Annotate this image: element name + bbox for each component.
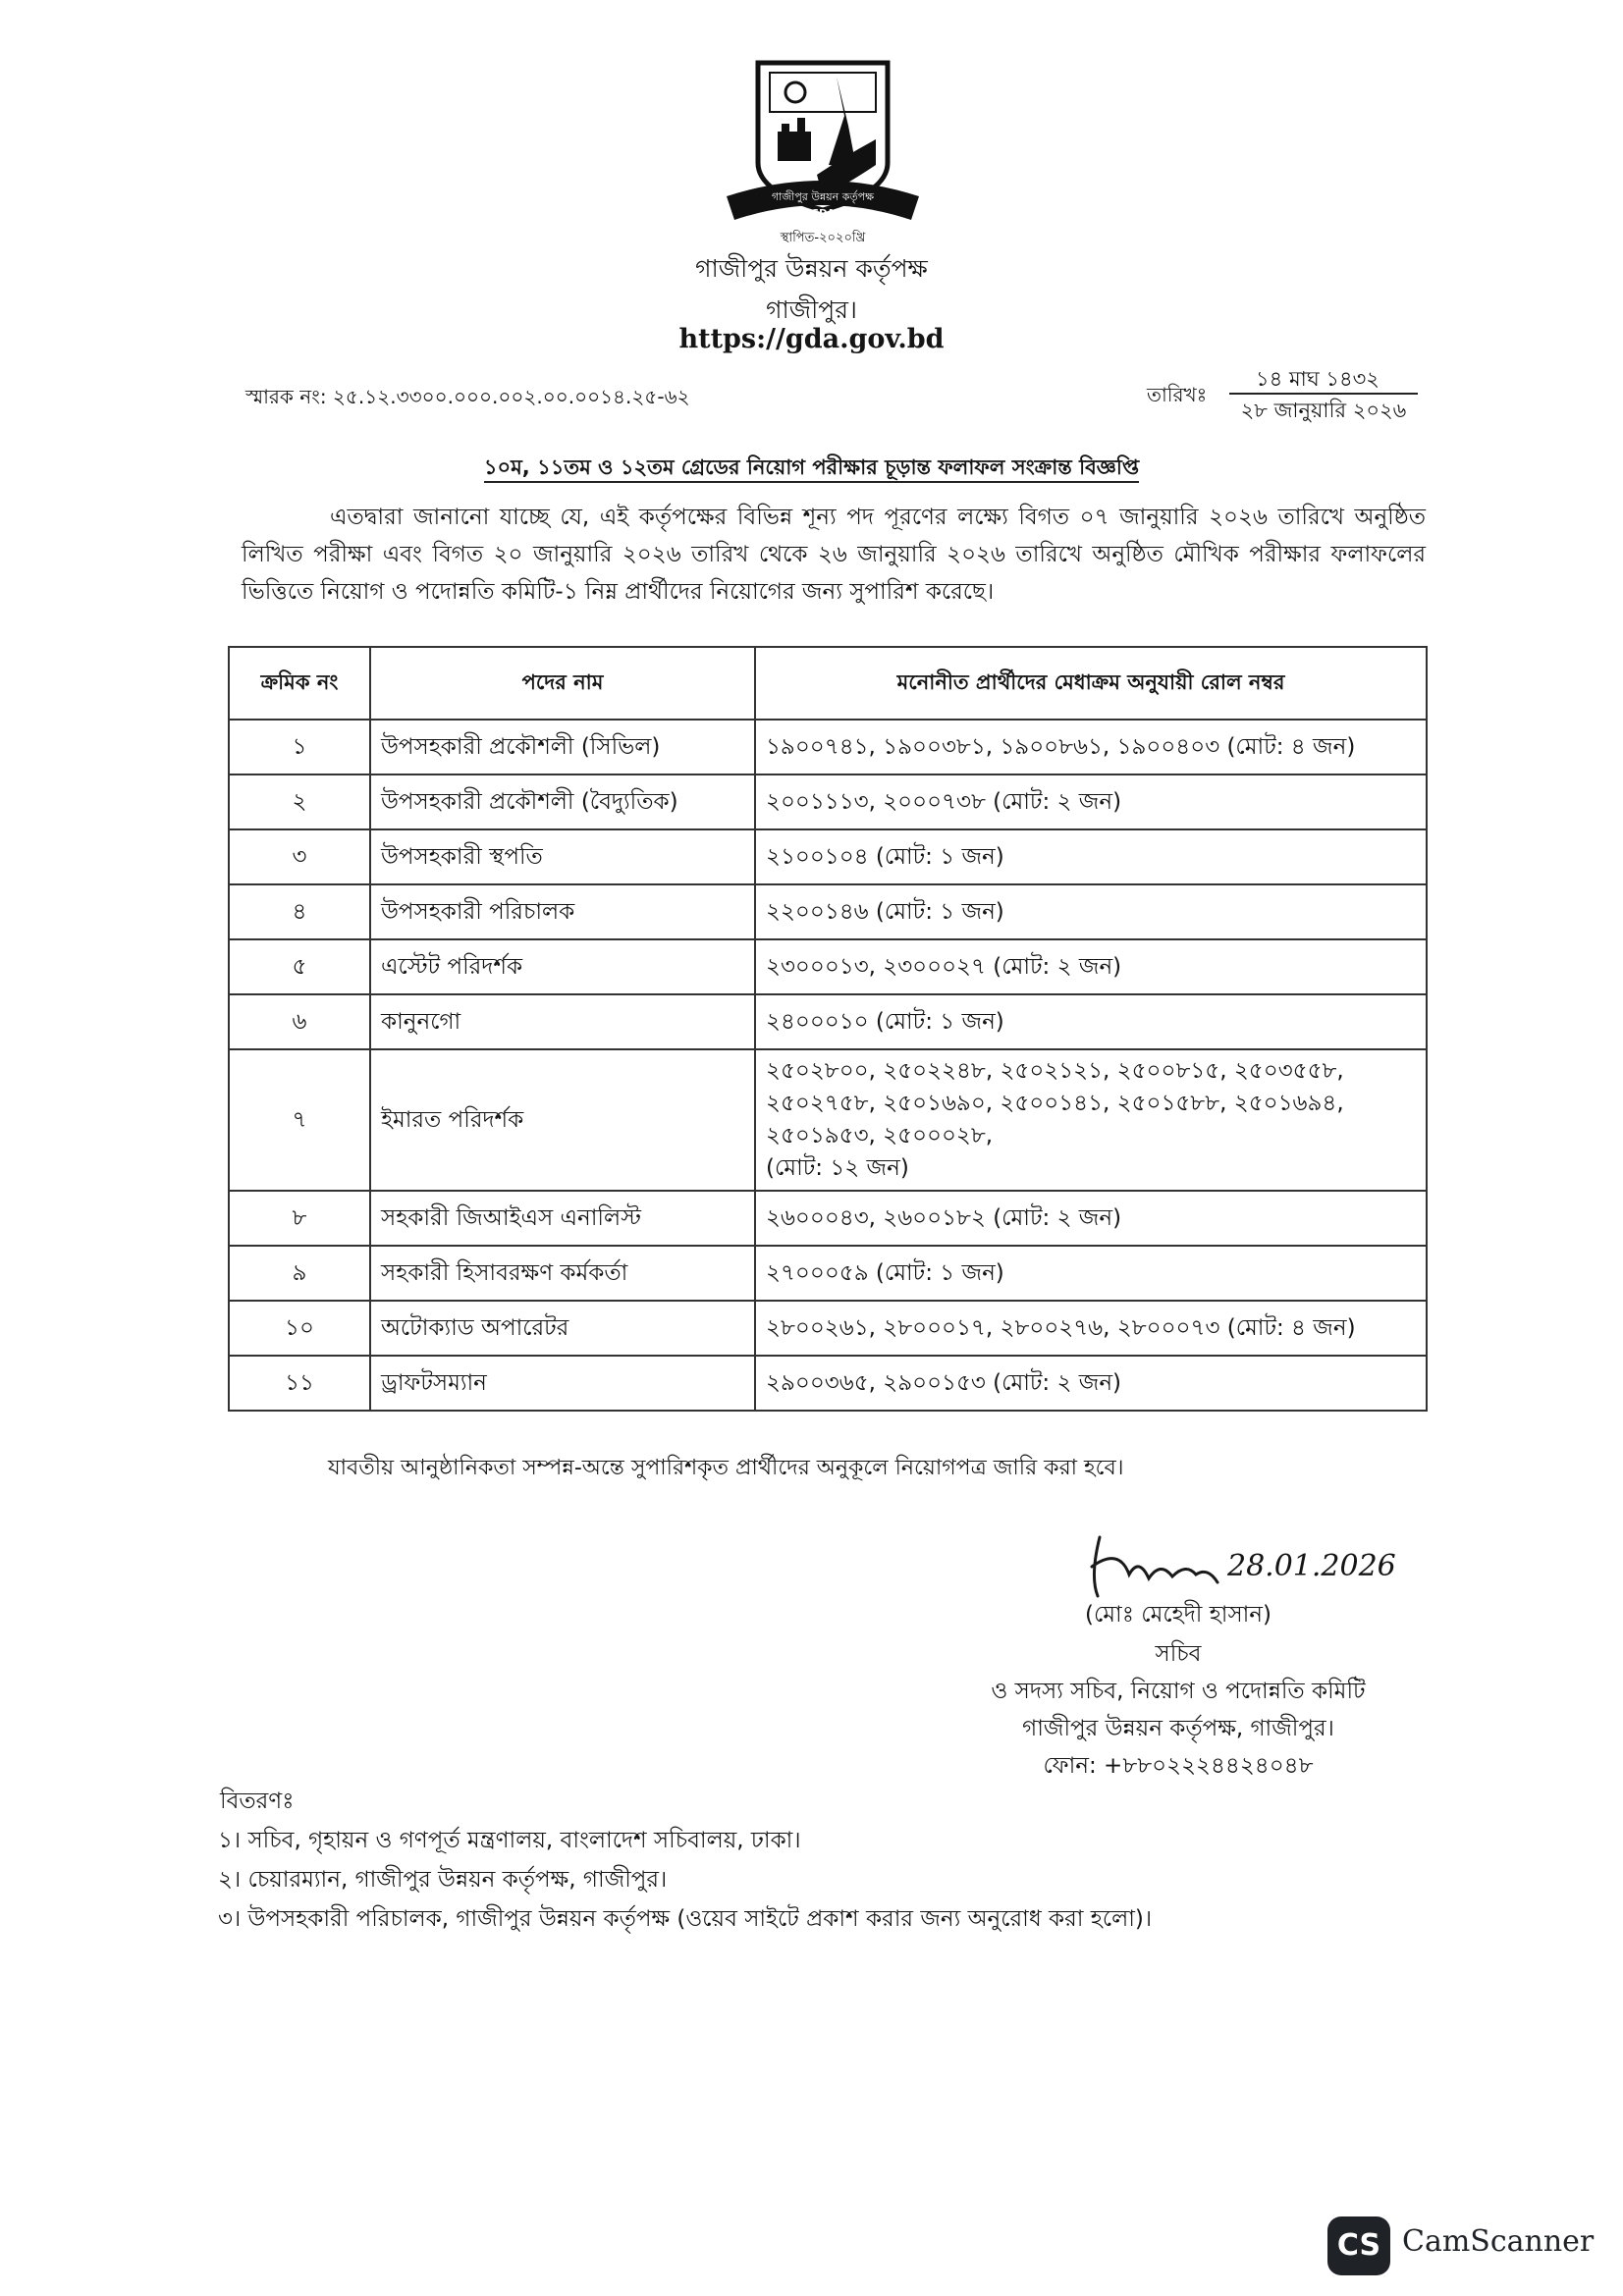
signature-date: 28.01.2026 — [1227, 1549, 1396, 1583]
roll-line: ২৫০১৯৫৩, ২৫০০০২৮, — [766, 1123, 994, 1148]
date-bangla: ১৪ মাঘ ১৪৩২ — [1256, 367, 1380, 391]
closing-statement: যাবতীয় আনুষ্ঠানিকতা সম্পন্ন-অন্তে সুপারিশকৃত প্রার্থীদের অনুকূলে নিয়োগপত্র জারি করা হবে। — [328, 1456, 1124, 1480]
signatory-phone: ফোন: +৮৮০২২২৪৪২৪০৪৮ — [1043, 1753, 1314, 1779]
row-rolls — [755, 1049, 1427, 1191]
svg-text:স্থাপিত-২০২০খ্রি: স্থাপিত-২০২০খ্রি — [780, 231, 866, 245]
row-serial: ৮ — [229, 1191, 370, 1246]
table-row — [229, 939, 1427, 994]
row-post: ড্রাফটসম্যান — [370, 1356, 755, 1411]
row-post: উপসহকারী পরিচালক — [370, 884, 755, 939]
row-rolls: ২০০১১১৩, ২০০০৭৩৮ (মোট: ২ জন) — [755, 774, 1427, 829]
row-serial: ৭ — [229, 1049, 370, 1191]
row-serial: ৩ — [229, 829, 370, 884]
table-row — [229, 1191, 1427, 1246]
table-row — [229, 774, 1427, 829]
row-rolls: ২৬০০০৪৩, ২৬০০১৮২ (মোট: ২ জন) — [755, 1191, 1427, 1246]
camscanner-watermark: CamScanner — [1402, 2224, 1595, 2259]
distribution-item: ২। চেয়ারম্যান, গাজীপুর উন্নয়ন কর্তৃপক্ষ, গাজীপুর। — [218, 1867, 668, 1893]
row-rolls: ২২০০১৪৬ (মোট: ১ জন) — [755, 884, 1427, 939]
signatory-name: (মোঃ মেহেদী হাসান) — [1084, 1602, 1272, 1628]
row-serial: ১০ — [229, 1301, 370, 1356]
header-rolls: মনোনীত প্রার্থীদের মেধাক্রম অনুযায়ী রোল নম্বর — [755, 647, 1427, 720]
table-row — [229, 884, 1427, 939]
distribution-item: ১। সচিব, গৃহায়ন ও গণপূর্ত মন্ত্রণালয়, বাংলাদেশ সচিবালয়, ঢাকা। — [218, 1828, 801, 1853]
row-rolls: ২৩০০০১৩, ২৩০০০২৭ (মোট: ২ জন) — [755, 939, 1427, 994]
row-post: এস্টেট পরিদর্শক — [370, 939, 755, 994]
header-serial: ক্রমিক নং — [229, 647, 370, 720]
intro-paragraph: এতদ্বারা জানানো যাচ্ছে যে, এই কর্তৃপক্ষের বিভিন্ন শূন্য পদ পূরণের লক্ষ্যে বিগত ০৭ জানুয়ারি ২০২৬ তারিখে অনুষ্ঠিত লিখিত পরীক্ষা এবং বিগত ২০ জানুয়ারি ২০২৬ তারিখ থেকে ২৬ জানুয়ারি ২০২৬ তারিখে অনুষ্ঠিত মৌখিক পরীক্ষার ফলাফলের ভিত্তিতে নিয়োগ ও পদোন্নতি কমিটি-১ নিম্ন প্রার্থীদের নিয়োগের জন্য সুপারিশ করেছে। — [242, 505, 1426, 605]
table-row — [229, 829, 1427, 884]
notice-title: ১০ম, ১১তম ও ১২তম গ্রেডের নিয়োগ পরীক্ষার চূড়ান্ত ফলাফল সংক্রান্ত বিজ্ঞপ্তি — [0, 452, 1623, 486]
row-post: উপসহকারী প্রকৌশলী (বৈদ্যুতিক) — [370, 774, 755, 829]
row-rolls: ২৪০০০১০ (মোট: ১ জন) — [755, 994, 1427, 1049]
row-rolls: ১৯০০৭৪১, ১৯০০৩৮১, ১৯০০৮৬১, ১৯০০৪০৩ (মোট: ৪ জন) — [755, 720, 1427, 774]
camscanner-badge-icon: CS — [1327, 2216, 1390, 2275]
memo-number: স্মারক নং: ২৫.১২.৩৩০০.০০০.০০২.০০.০০১৪.২৫-৬২ — [245, 385, 690, 408]
row-serial: ৪ — [229, 884, 370, 939]
table-row — [229, 720, 1427, 774]
row-post: সহকারী হিসাবরক্ষণ কর্মকর্তা — [370, 1246, 755, 1301]
row-rolls: ২৮০০২৬১, ২৮০০০১৭, ২৮০০২৭৬, ২৮০০০৭৩ (মোট: ৪ জন) — [755, 1301, 1427, 1356]
row-post: অটোক্যাড অপারেটর — [370, 1301, 755, 1356]
row-post: কানুনগো — [370, 994, 755, 1049]
row-post: উপসহকারী স্থপতি — [370, 829, 755, 884]
gda-logo — [719, 57, 927, 251]
roll-line: ২৫০২৭৫৮, ২৫০১৬৯০, ২৫০০১৪১, ২৫০১৫৮৮, ২৫০১৬৯৪, — [766, 1091, 1344, 1116]
signatory-role: ও সদস্য সচিব, নিয়োগ ও পদোন্নতি কমিটি — [991, 1679, 1366, 1704]
website-link[interactable]: https://gda.gov.bd — [678, 324, 945, 354]
row-serial: ২ — [229, 774, 370, 829]
row-post: উপসহকারী প্রকৌশলী (সিভিল) — [370, 720, 755, 774]
row-serial: ১ — [229, 720, 370, 774]
row-rolls: ২১০০১০৪ (মোট: ১ জন) — [755, 829, 1427, 884]
table-row — [229, 994, 1427, 1049]
row-serial: ৯ — [229, 1246, 370, 1301]
row-rolls: ২৯০০৩৬৫, ২৯০০১৫৩ (মোট: ২ জন) — [755, 1356, 1427, 1411]
organization-name: গাজীপুর উন্নয়ন কর্তৃপক্ষ — [695, 254, 928, 283]
table-header-row — [229, 647, 1427, 720]
svg-text:GDA: GDA — [810, 208, 836, 219]
svg-text:গাজীপুর উন্নয়ন কর্তৃপক্ষ: গাজীপুর উন্নয়ন কর্তৃপক্ষ — [771, 190, 875, 203]
table-row — [229, 1356, 1427, 1411]
row-serial: ৬ — [229, 994, 370, 1049]
organization-city: গাজীপুর। — [766, 295, 857, 324]
date-gregorian: ২৮ জানুয়ারি ২০২৬ — [1240, 399, 1407, 422]
header-post: পদের নাম — [370, 647, 755, 720]
row-rolls: ২৭০০০৫৯ (মোট: ১ জন) — [755, 1246, 1427, 1301]
roll-line: (মোট: ১২ জন) — [766, 1155, 909, 1181]
row-serial: ৫ — [229, 939, 370, 994]
row-serial: ১১ — [229, 1356, 370, 1411]
signatory-designation: সচিব — [1155, 1641, 1202, 1667]
table-row — [229, 1049, 1427, 1191]
results-table — [228, 646, 1428, 1412]
table-row — [229, 1301, 1427, 1356]
row-post: ইমারত পরিদর্শক — [370, 1049, 755, 1191]
row-post: সহকারী জিআইএস এনালিস্ট — [370, 1191, 755, 1246]
signatory-office: গাজীপুর উন্নয়ন কর্তৃপক্ষ, গাজীপুর। — [1022, 1716, 1334, 1741]
roll-line: ২৫০২৮০০, ২৫০২২৪৮, ২৫০২১২১, ২৫০০৮১৫, ২৫০৩৫৫৮, — [766, 1058, 1344, 1084]
distribution-item: ৩। উপসহকারী পরিচালক, গাজীপুর উন্নয়ন কর্তৃপক্ষ (ওয়েব সাইটে প্রকাশ করার জন্য অনুরোধ করা হলো)। — [218, 1906, 1153, 1932]
table-row — [229, 1246, 1427, 1301]
distribution-heading: বিতরণঃ — [220, 1789, 295, 1814]
date-label: তারিখঃ — [1147, 383, 1208, 406]
